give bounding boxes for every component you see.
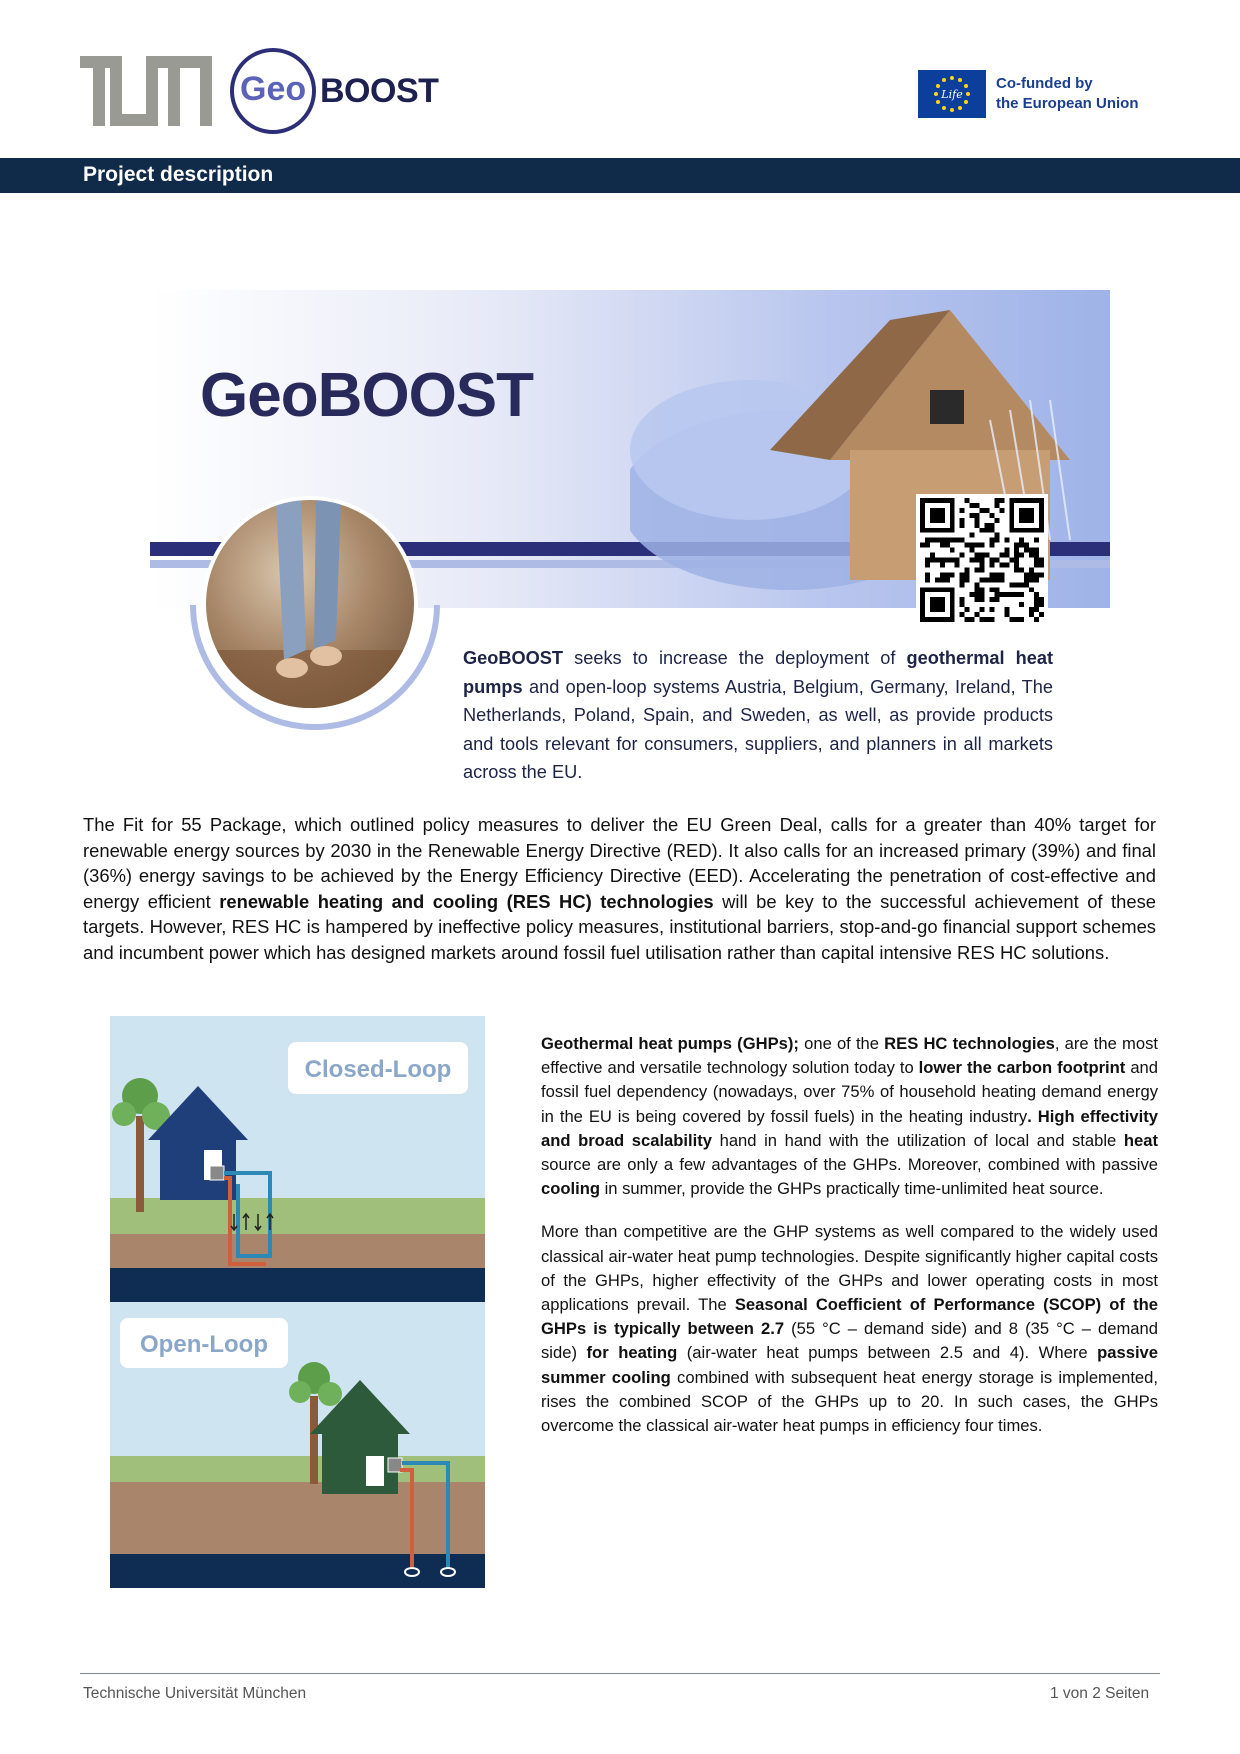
intro-paragraph bbox=[463, 644, 1053, 787]
p1-b: one of the bbox=[798, 1034, 885, 1053]
main-s2: renewable heating and cooling (RES HC) technologies bbox=[219, 890, 714, 912]
eu-line-2: the European Union bbox=[996, 95, 1139, 112]
p1-g: . High effectivity and broad scalability bbox=[541, 1106, 1158, 1150]
closed-loop-label: Closed-Loop bbox=[304, 1056, 452, 1083]
eu-cofunded-text bbox=[996, 74, 1139, 114]
feet-on-floor-photo bbox=[202, 496, 418, 712]
main-s1: The Fit for 55 Package, which outlined policy measures to deliver the EU Green Deal, calls for a greater than 40% target for renewable energy sources by 2030 in the Renewable Energy Directive (RED). It also calls for an increased primary (39%) and final (36%) energy savings to be achieved by the Energy Efficiency Directive (EED). Accelerating the penetration of cost-effective and energy efficient bbox=[83, 814, 1156, 912]
intro-s3: geothermal heat pumps bbox=[463, 648, 1054, 697]
p2-e: (air-water heat pumps between 2.5 and 4). Where bbox=[677, 1343, 1098, 1363]
geo-logo-boost: BOOST bbox=[320, 72, 439, 110]
main-paragraph bbox=[83, 812, 1156, 966]
p1-f: and fossil fuel dependency (nowadays, over 75% of household heating demand energy in the EU is being covered by fossil fuels) in the heating industry bbox=[541, 1058, 1159, 1126]
p2-g: combined with subsequent heat energy storage is implemented, rises the combined SCOP of the GHPs up to 20. In such cases, the GHPs overcome the classical air-water heat pumps in efficiency four times. bbox=[541, 1367, 1159, 1436]
feet-icon bbox=[206, 500, 414, 708]
eu-flag-icon bbox=[918, 70, 986, 118]
p1-d: , are the most effective and versatile technology solution today to bbox=[541, 1034, 1158, 1078]
closed-loop-panel bbox=[110, 1016, 485, 1302]
ghp-paragraph-1 bbox=[541, 1032, 1158, 1201]
eu-cofunded-block bbox=[918, 70, 1158, 122]
p1-i: heat bbox=[1123, 1130, 1158, 1150]
p1-k: cooling bbox=[541, 1179, 600, 1199]
loop-diagram bbox=[110, 1016, 485, 1588]
hero-wordmark: GeoBOOST bbox=[200, 361, 534, 430]
qr-code-icon bbox=[916, 494, 1048, 626]
p1-a: Geothermal heat pumps (GHPs); bbox=[541, 1034, 799, 1053]
right-column-text bbox=[541, 1032, 1158, 1457]
tum-logo bbox=[80, 56, 212, 126]
p1-e: lower the carbon footprint bbox=[918, 1058, 1126, 1078]
eu-stars-icon bbox=[918, 70, 986, 118]
ghp-paragraph-2 bbox=[541, 1220, 1158, 1438]
footer-institution: Technische Universität München bbox=[83, 1685, 307, 1702]
p1-h: hand in hand with the utilization of local and stable bbox=[712, 1130, 1124, 1150]
intro-s1: GeoBOOST bbox=[463, 648, 564, 668]
section-title: Project description bbox=[83, 163, 274, 186]
p2-b: Seasonal Coefficient of Performance (SCOP) of the GHPs is typically between 2.7 bbox=[541, 1295, 1158, 1339]
intro-s4: and open-loop systems Austria, Belgium, Germany, Ireland, The Netherlands, Poland, Spain, and Sweden, as well, as provide products and tools relevant for consumers, suppliers, and planners in all markets across the EU. bbox=[463, 676, 1053, 782]
geoboost-logo bbox=[230, 48, 440, 138]
footer-page-number: 1 von 2 Seiten bbox=[1050, 1685, 1150, 1702]
geo-logo-geo: Geo bbox=[240, 70, 307, 108]
eu-line-1: Co-funded by bbox=[996, 75, 1093, 92]
p2-d: for heating bbox=[586, 1343, 678, 1363]
p2-a: More than competitive are the GHP systems as well compared to the widely used classical air-water heat pump technologies. Despite significantly higher capital costs of the GHPs, higher effectivity of the GHPs and lower operating costs in most applications prevail. The bbox=[541, 1222, 1158, 1315]
p2-c: (55 °C – demand side) and 8 (35 °C – demand side) bbox=[541, 1319, 1158, 1363]
open-loop-panel bbox=[110, 1302, 485, 1588]
open-loop-label: Open-Loop bbox=[140, 1331, 268, 1358]
p1-j: source are only a few advantages of the GHPs. Moreover, combined with passive bbox=[541, 1155, 1158, 1175]
p2-f: passive summer cooling bbox=[541, 1343, 1159, 1387]
p1-l: in summer, provide the GHPs practically time-unlimited heat source. bbox=[600, 1179, 1104, 1199]
p1-c: RES HC technologies bbox=[884, 1034, 1055, 1053]
intro-s2: seeks to increase the deployment of bbox=[563, 648, 907, 668]
section-header-bar bbox=[0, 158, 1240, 193]
main-s3: will be key to the successful achievement of these targets. However, RES HC is hampered by ineffective policy measures, institutional barriers, stop-and-go financial support schemes and incumbent power which has designed markets around fossil fuel utilisation rather than capital intensive RES HC solutions. bbox=[83, 890, 1157, 963]
footer-rule bbox=[80, 1673, 1160, 1674]
life-logo-text: Life bbox=[941, 88, 963, 101]
